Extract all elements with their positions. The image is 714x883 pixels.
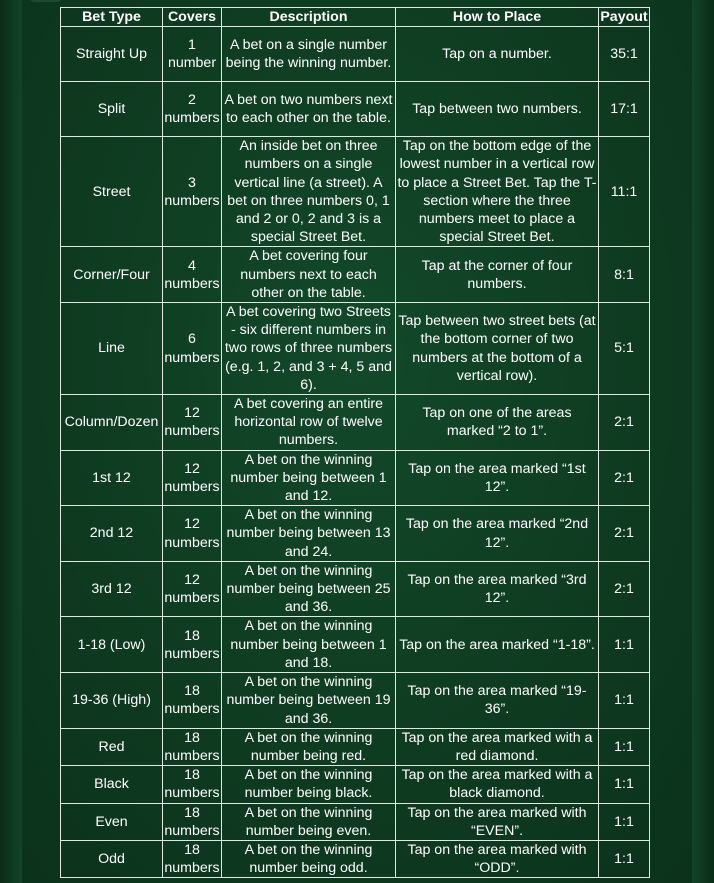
header-how-to-place: How to Place <box>396 8 599 27</box>
payout-cell: 35:1 <box>599 27 650 82</box>
decorative-corner <box>26 0 66 2</box>
bet-type-cell: Red <box>61 728 163 765</box>
table-row <box>61 728 650 765</box>
bet-type-cell: Even <box>61 803 163 840</box>
payout-cell: 5:1 <box>599 303 650 395</box>
bet-type-cell: Straight Up <box>61 27 163 82</box>
description-cell: A bet on the winning number being odd. <box>222 840 396 877</box>
table-row <box>61 840 650 877</box>
table-row <box>61 766 650 803</box>
payout-cell: 1:1 <box>599 728 650 765</box>
how-to-place-cell: Tap on the bottom edge of the lowest number in a vertical row to place a Street Bet. Tap the T-section where the three numbers meet to place a special Street Bet. <box>397 138 597 246</box>
bet-type-cell: 1st 12 <box>61 450 163 506</box>
bet-type-cell: 2nd 12 <box>61 506 163 562</box>
how-to-place-cell: Tap on the area marked “1-18”. <box>396 617 599 673</box>
bet-type-cell: 19-36 (High) <box>61 673 163 729</box>
bet-type-cell: Split <box>61 82 163 137</box>
table-row <box>61 673 650 729</box>
bet-type-cell: Black <box>61 766 163 803</box>
description-cell: An inside bet on three numbers on a single vertical line (a street). A bet on three numbers 0, 1 and 2 or 0, 2 and 3 is a special Street Bet. <box>222 137 396 247</box>
description-cell: A bet on the winning number being between 19 and 36. <box>222 673 396 729</box>
how-to-place-cell: Tap on one of the areas marked “2 to 1”. <box>396 395 599 451</box>
description-cell: A bet covering two Streets - six different numbers in two rows of three numbers (e.g. 1, 2, and 3 + 4, 5 and 6). <box>222 303 396 395</box>
description-cell: A bet covering an entire horizontal row of twelve numbers. <box>222 395 396 451</box>
table-row <box>61 506 650 562</box>
table-row <box>61 27 650 82</box>
payout-cell: 2:1 <box>599 395 650 451</box>
payout-cell: 1:1 <box>599 766 650 803</box>
description-cell: A bet on two numbers next to each other on the table. <box>222 82 396 137</box>
table-row <box>61 395 650 451</box>
covers-cell: 3 numbers <box>163 137 222 247</box>
covers-cell: 18 numbers <box>164 804 220 839</box>
table-row <box>61 450 650 506</box>
how-to-place-cell: Tap between two street bets (at the bottom corner of two numbers at the bottom of a vertical row). <box>396 303 599 395</box>
payout-cell: 2:1 <box>599 450 650 506</box>
bet-type-cell: Line <box>61 303 163 395</box>
description-cell: A bet on a single number being the winning number. <box>222 27 396 82</box>
description-cell: A bet on the winning number being between 1 and 18. <box>222 617 396 673</box>
how-to-place-cell: Tap on the area marked “19-36”. <box>396 673 599 729</box>
table-row <box>61 247 650 303</box>
how-to-place-cell: Tap on the area marked with “ODD”. <box>396 840 599 877</box>
right-edge-panel <box>692 0 714 883</box>
how-to-place-cell: Tap on the area marked “1st 12”. <box>396 450 599 506</box>
how-to-place-cell: Tap on the area marked with a black diamond. <box>396 766 599 803</box>
header-description: Description <box>222 8 396 27</box>
description-cell: A bet covering four numbers next to each other on the table. <box>222 247 396 303</box>
covers-cell: 12 numbers <box>163 450 222 506</box>
left-edge-panel <box>0 0 22 883</box>
payout-cell: 2:1 <box>599 561 650 617</box>
payout-cell: 1:1 <box>599 803 650 840</box>
how-to-place-cell: Tap on the area marked with “EVEN”. <box>396 803 599 840</box>
payout-cell: 1:1 <box>599 673 650 729</box>
header-covers: Covers <box>163 8 222 27</box>
description-cell: A bet on the winning number being between 25 and 36. <box>222 561 396 617</box>
covers-cell: 12 numbers <box>163 395 222 451</box>
description-cell: A bet on the winning number being red. <box>222 728 396 765</box>
bet-type-cell: 1-18 (Low) <box>61 617 163 673</box>
bet-type-cell: Column/Dozen <box>61 395 163 451</box>
bet-type-cell: Street <box>61 137 163 247</box>
description-cell: A bet on the winning number being black. <box>222 766 396 803</box>
payout-cell: 1:1 <box>599 840 650 877</box>
payout-cell: 2:1 <box>599 506 650 562</box>
how-to-place-cell: Tap on the area marked “3rd 12”. <box>396 561 599 617</box>
description-cell: A bet on the winning number being between 13 and 24. <box>222 506 396 562</box>
description-cell: A bet on the winning number being between 1 and 12. <box>222 450 396 506</box>
bet-type-cell: Odd <box>61 840 163 877</box>
payout-cell: 11:1 <box>599 137 650 247</box>
covers-cell: 6 numbers <box>163 303 222 395</box>
bet-type-cell: 3rd 12 <box>61 561 163 617</box>
how-to-place-cell: Tap on a number. <box>396 27 599 82</box>
how-to-place-cell: Tap between two numbers. <box>396 82 599 137</box>
covers-cell: 12 numbers <box>163 506 222 562</box>
header-bet-type: Bet Type <box>61 8 163 27</box>
table-row <box>61 561 650 617</box>
table-row <box>61 82 650 137</box>
table-row <box>61 617 650 673</box>
payout-cell: 8:1 <box>599 247 650 303</box>
how-to-place-cell: Tap on the area marked “2nd 12”. <box>396 506 599 562</box>
how-to-place-cell: Tap on the area marked with a red diamond. <box>396 728 599 765</box>
header-payout: Payout <box>600 9 648 25</box>
table-row <box>61 303 650 395</box>
covers-cell: 2 numbers <box>163 82 222 137</box>
covers-cell: 18 numbers <box>164 729 220 764</box>
table-row <box>61 803 650 840</box>
description-cell: A bet on the winning number being even. <box>222 803 396 840</box>
covers-cell: 18 numbers <box>163 673 222 729</box>
covers-cell: 4 numbers <box>163 247 222 303</box>
covers-cell: 18 numbers <box>164 841 220 877</box>
payout-cell: 1:1 <box>599 617 650 673</box>
payout-cell: 17:1 <box>599 82 650 137</box>
covers-cell: 1 number <box>163 27 222 82</box>
bet-types-table <box>60 7 650 878</box>
how-to-place-cell: Tap at the corner of four numbers. <box>396 247 599 303</box>
table-row <box>61 137 650 247</box>
covers-cell: 12 numbers <box>163 561 222 617</box>
bet-type-cell: Corner/Four <box>61 247 163 303</box>
covers-cell: 18 numbers <box>164 767 220 802</box>
covers-cell: 18 numbers <box>163 617 222 673</box>
table-header-row <box>61 8 650 27</box>
